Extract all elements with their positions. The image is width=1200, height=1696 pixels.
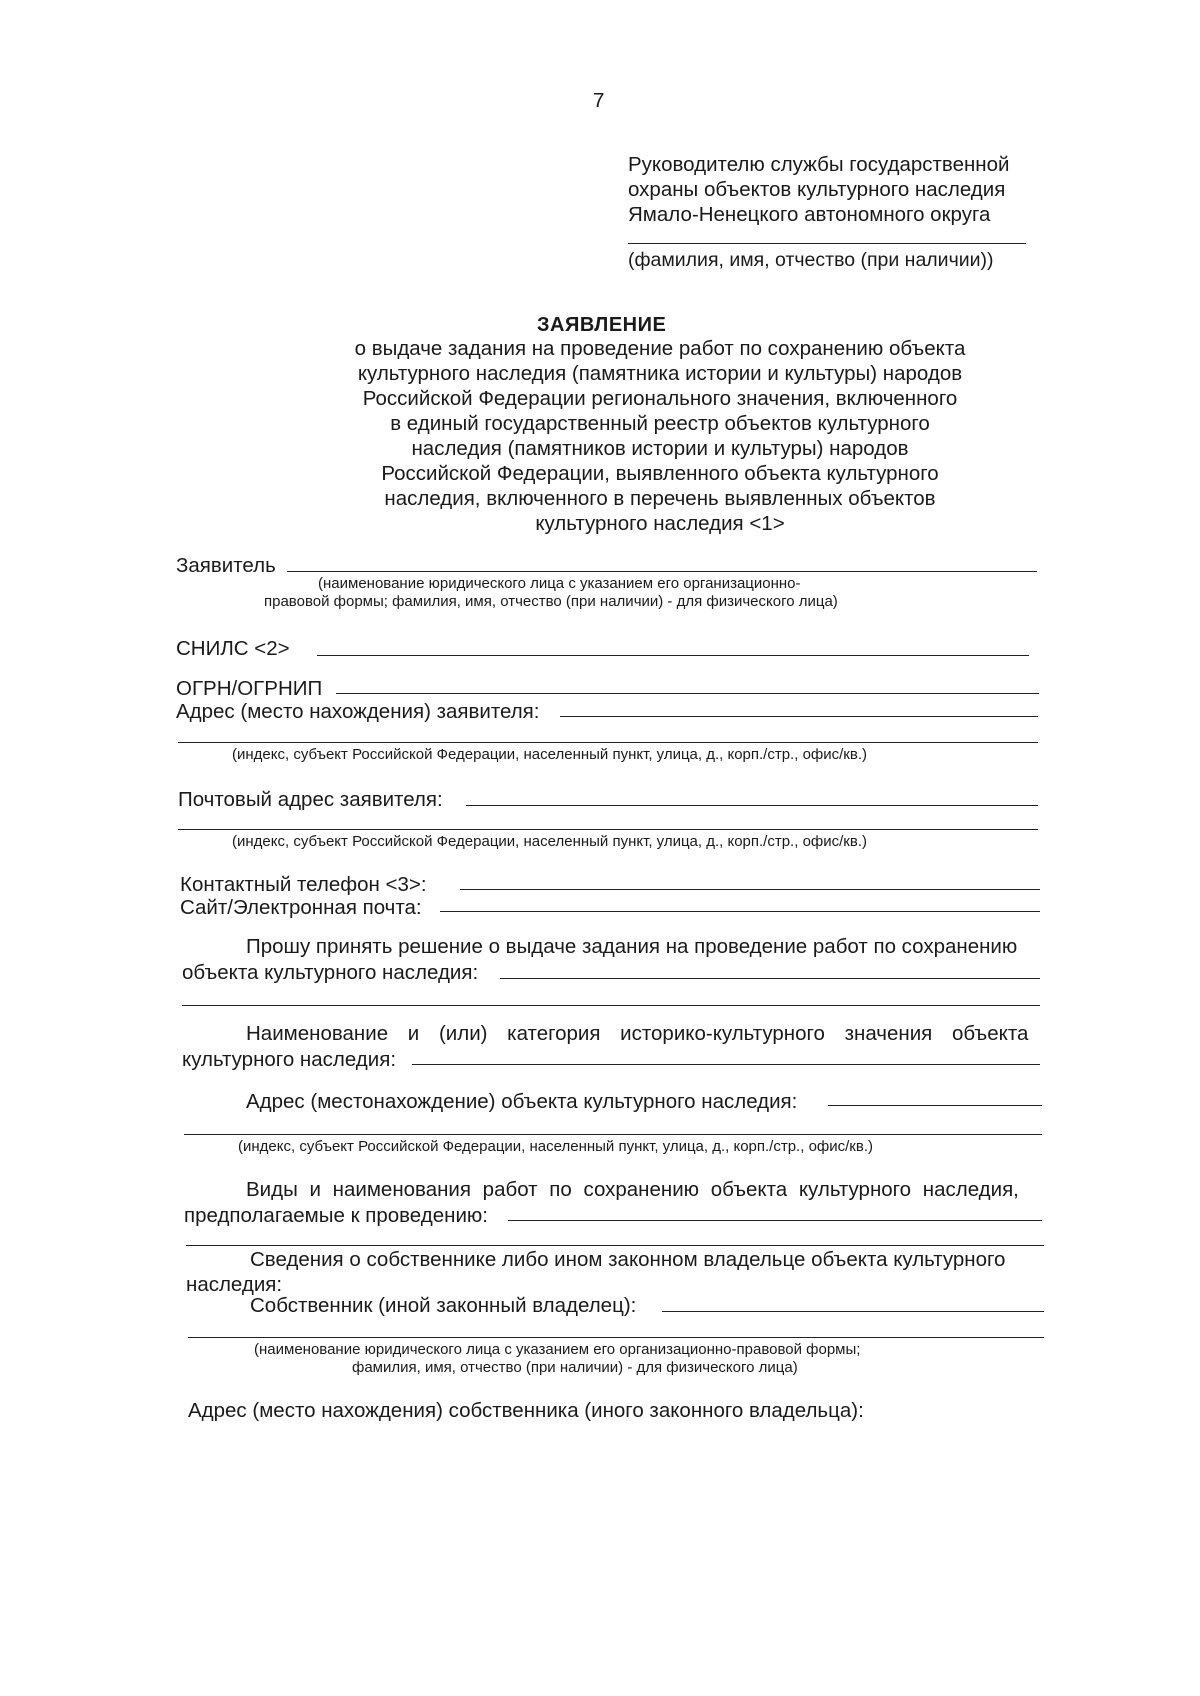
subtitle-line: культурного наследия (памятника истории и культуры) народов (357, 362, 963, 385)
addressee-name-line (628, 243, 1026, 244)
address-label: Адрес (место нахождения) заявителя: (176, 700, 540, 723)
addressee-line-2: охраны объектов культурного наследия (628, 178, 1006, 201)
object-address-caption: (индекс, субъект Российской Федерации, населенный пункт, улица, д., корп./стр., офис/кв.) (238, 1138, 873, 1155)
request-line-1: Прошу принять решение о выдаче задания на проведение работ по сохранению (246, 935, 1018, 958)
addressee-name-caption: (фамилия, имя, отчество (при наличии)) (628, 249, 994, 271)
works-line-2: предполагаемые к проведению: (184, 1204, 488, 1227)
object-name-line-2: культурного наследия: (182, 1048, 397, 1071)
applicant-label: Заявитель (176, 554, 276, 577)
object-address-field[interactable] (828, 1105, 1042, 1106)
snils-field[interactable] (317, 655, 1029, 656)
object-address-label: Адрес (местонахождение) объекта культурного наследия: (246, 1090, 798, 1113)
owner-field[interactable] (662, 1311, 1044, 1312)
addressee-line-3: Ямало-Ненецкого автономного округа (628, 203, 991, 226)
owner-info-line-2: наследия: (186, 1273, 283, 1296)
object-name-line-1: Наименование и (или) категория историко-культурного значения объекта (246, 1022, 1029, 1045)
owner-caption-2: фамилия, имя, отчество (при наличии) - для физического лица) (352, 1359, 798, 1376)
applicant-caption-1: (наименование юридического лица с указанием его организационно- (318, 575, 801, 592)
works-line-1: Виды и наименования работ по сохранению объекта культурного наследия, (246, 1178, 1019, 1201)
applicant-field[interactable] (287, 571, 1037, 572)
owner-info-line-1: Сведения о собственнике либо ином законном владельце объекта культурного (250, 1248, 1006, 1271)
applicant-caption-2: правовой формы; фамилия, имя, отчество (при наличии) - для физического лица) (264, 593, 838, 610)
owner-label: Собственник (иной законный владелец): (250, 1294, 637, 1317)
object-name-field[interactable] (412, 1064, 1040, 1065)
addressee-line-1: Руководителю службы государственной (628, 153, 1010, 176)
request-line-2: объекта культурного наследия: (182, 961, 479, 984)
address-field[interactable] (560, 716, 1038, 717)
site-label: Сайт/Электронная почта: (180, 896, 422, 919)
subtitle-line: о выдаче задания на проведение работ по сохранению объекта (354, 337, 966, 360)
phone-label: Контактный телефон <3>: (180, 873, 427, 896)
postal-field[interactable] (466, 805, 1038, 806)
subtitle-line: наследия, включенного в перечень выявленных объектов (384, 487, 936, 510)
ogrn-field[interactable] (336, 693, 1039, 694)
postal-field-2[interactable] (178, 829, 1038, 830)
subtitle-line: культурного наследия <1> (535, 512, 785, 535)
address-caption: (индекс, субъект Российской Федерации, населенный пункт, улица, д., корп./стр., офис/кв.) (232, 746, 867, 763)
object-address-field-2[interactable] (184, 1134, 1042, 1135)
phone-field[interactable] (460, 889, 1040, 890)
works-field-2[interactable] (186, 1245, 1044, 1246)
page-number: 7 (593, 89, 605, 112)
request-field[interactable] (500, 978, 1040, 979)
ogrn-label: ОГРН/ОГРНИП (176, 677, 323, 700)
subtitle-line: Российской Федерации регионального значения, включенного (362, 387, 958, 410)
request-field-2[interactable] (182, 1005, 1040, 1006)
subtitle-line: Российской Федерации, выявленного объекта культурного (381, 462, 939, 485)
site-field[interactable] (440, 911, 1040, 912)
owner-field-2[interactable] (188, 1337, 1044, 1338)
owner-address-label: Адрес (место нахождения) собственника (иного законного владельца): (188, 1399, 864, 1422)
statement-subtitle (280, 336, 1040, 536)
snils-label: СНИЛС <2> (176, 637, 290, 660)
works-field[interactable] (508, 1220, 1042, 1221)
owner-caption-1: (наименование юридического лица с указанием его организационно-правовой формы; (254, 1341, 861, 1358)
statement-title: ЗАЯВЛЕНИЕ (537, 314, 667, 336)
postal-label: Почтовый адрес заявителя: (178, 788, 443, 811)
address-field-2[interactable] (178, 742, 1038, 743)
subtitle-line: в единый государственный реестр объектов культурного (390, 412, 930, 435)
postal-caption: (индекс, субъект Российской Федерации, населенный пункт, улица, д., корп./стр., офис/кв.) (232, 833, 867, 850)
subtitle-line: наследия (памятников истории и культуры) народов (411, 437, 909, 460)
